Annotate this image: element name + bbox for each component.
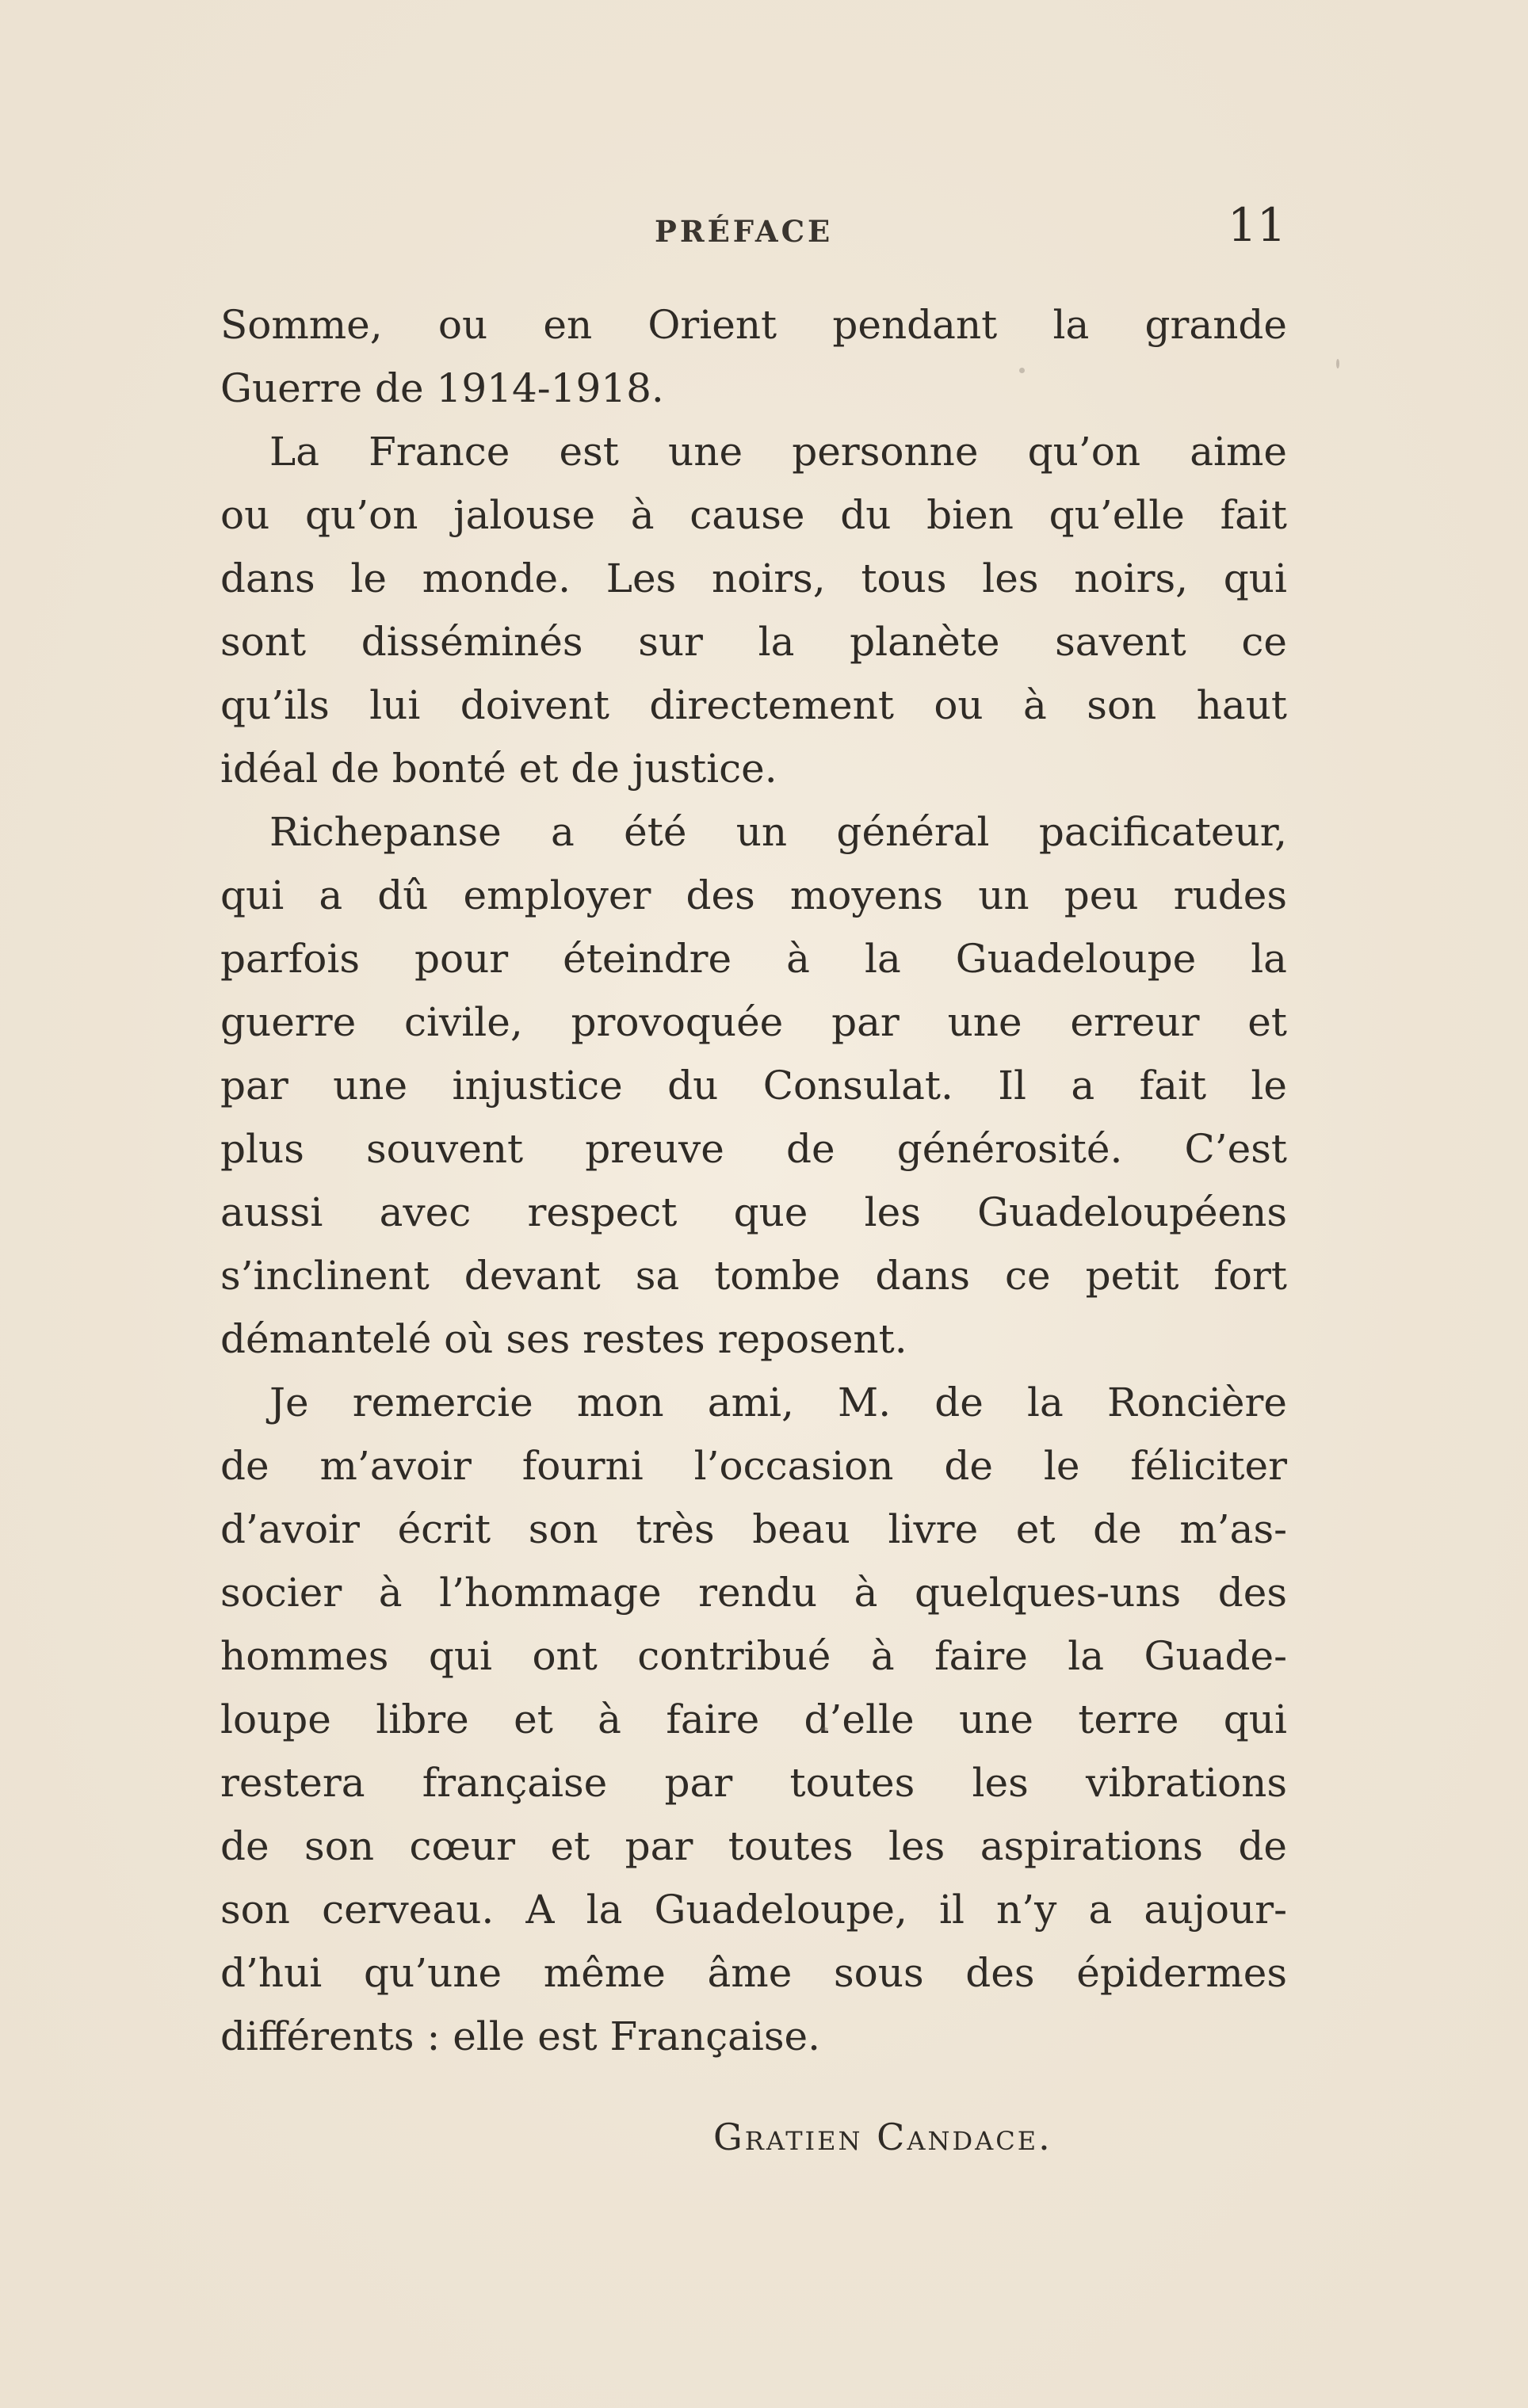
text-line: de son cœur et par toutes les aspirations de [220, 1823, 1287, 1869]
text-line: parfois pour éteindre à la Guadeloupe la [220, 936, 1287, 982]
text-line: différents : elle est Française. [220, 2013, 821, 2059]
text-line: qu’ils lui doivent directement ou à son haut [220, 682, 1287, 728]
text-line: socier à l’hommage rendu à quelques-uns des [220, 1570, 1287, 1616]
text-line: guerre civile, provoquée par une erreur et [220, 999, 1287, 1045]
text-line: hommes qui ont contribué à faire la Guade- [220, 1633, 1287, 1679]
page-number: 11 [1228, 198, 1286, 252]
preface-text [220, 293, 1287, 2068]
text-line: qui a dû employer des moyens un peu rudes [220, 872, 1287, 918]
text-line: La France est une personne qu’on aime [269, 429, 1287, 475]
text-line: aussi avec respect que les Guadeloupéens [220, 1189, 1287, 1235]
text-line: sont disséminés sur la planète savent ce [220, 619, 1287, 665]
page-header [0, 198, 1528, 258]
paper-speck [1019, 368, 1025, 373]
text-line: s’inclinent devant sa tombe dans ce petit fort [220, 1253, 1287, 1299]
text-line: d’hui qu’une même âme sous des épidermes [220, 1950, 1287, 1996]
text-line: de m’avoir fourni l’occasion de le féliciter [220, 1443, 1287, 1489]
text-line: Somme, ou en Orient pendant la grande [220, 302, 1287, 348]
paper-speck [1336, 359, 1339, 368]
text-line: son cerveau. A la Guadeloupe, il n’y a aujour- [220, 1887, 1287, 1933]
text-line: dans le monde. Les noirs, tous les noirs, qui [220, 555, 1287, 601]
text-line: d’avoir écrit son très beau livre et de m’as- [220, 1506, 1287, 1552]
text-line: plus souvent preuve de générosité. C’est [220, 1126, 1287, 1172]
text-line: ou qu’on jalouse à cause du bien qu’elle fait [220, 492, 1287, 538]
signature: Gratien Candace. [713, 2116, 1052, 2158]
text-line: loupe libre et à faire d’elle une terre qui [220, 1696, 1287, 1742]
running-head: PRÉFACE [655, 214, 834, 249]
text-line: Richepanse a été un général pacificateur, [269, 809, 1287, 855]
paper-speck [820, 1727, 828, 1731]
text-line: restera française par toutes les vibrations [220, 1760, 1287, 1806]
text-line: par une injustice du Consulat. Il a fait le [220, 1063, 1287, 1109]
text-line: Je remercie mon ami, M. de la Roncière [269, 1380, 1287, 1425]
text-line: démantelé où ses restes reposent. [220, 1316, 907, 1362]
text-line: idéal de bonté et de justice. [220, 746, 777, 792]
text-line: Guerre de 1914-1918. [220, 365, 664, 411]
